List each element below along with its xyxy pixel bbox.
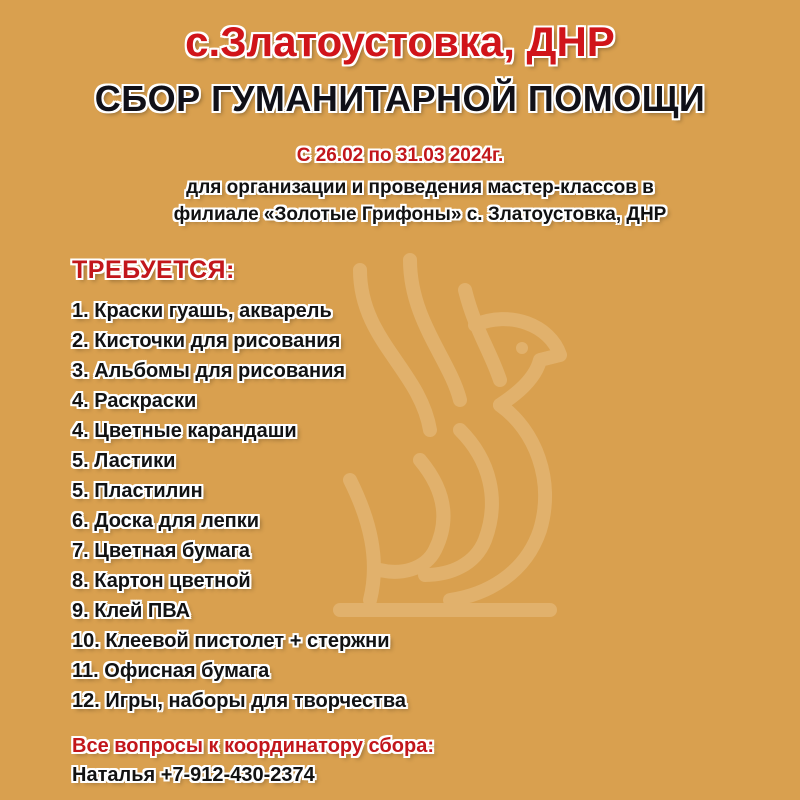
list-item: 5. Пластилин bbox=[72, 480, 203, 502]
list-item: 10. Клеевой пистолет + стержни bbox=[72, 630, 390, 652]
list-item: 6. Доска для лепки bbox=[72, 510, 260, 532]
purpose-line-2: филиале «Золотые Грифоны» с. Златоустовка, ДНР bbox=[173, 204, 667, 225]
headline-location: с.Златоустовка, ДНР bbox=[185, 18, 615, 65]
list-item: 11. Офисная бумага bbox=[72, 660, 270, 682]
list-item: 5. Ластики bbox=[72, 450, 176, 472]
collection-dates: С 26.02 по 31.03 2024г. bbox=[296, 145, 504, 166]
list-item: 1. Краски гуашь, акварель bbox=[72, 300, 332, 322]
list-item: 12. Игры, наборы для творчества bbox=[72, 690, 407, 712]
purpose-line-1: для организации и проведения мастер-классов в bbox=[186, 177, 654, 198]
list-item: 8. Картон цветной bbox=[72, 570, 251, 592]
list-item: 2. Кисточки для рисования bbox=[72, 330, 341, 352]
contact-person: Наталья +7-912-430-2374 bbox=[72, 764, 315, 786]
page-title: СБОР ГУМАНИТАРНОЙ ПОМОЩИ bbox=[94, 78, 706, 119]
list-item: 3. Альбомы для рисования bbox=[72, 360, 346, 382]
list-item: 9. Клей ПВА bbox=[72, 600, 191, 622]
contact-label: Все вопросы к координатору сбора: bbox=[72, 735, 434, 757]
list-item: 4. Раскраски bbox=[72, 390, 197, 412]
list-item: 7. Цветная бумага bbox=[72, 540, 251, 562]
purpose-text bbox=[70, 174, 770, 228]
requirements-list bbox=[72, 296, 406, 716]
requirements-heading: ТРЕБУЕТСЯ: bbox=[72, 256, 235, 284]
list-item: 4. Цветные карандаши bbox=[72, 420, 297, 442]
